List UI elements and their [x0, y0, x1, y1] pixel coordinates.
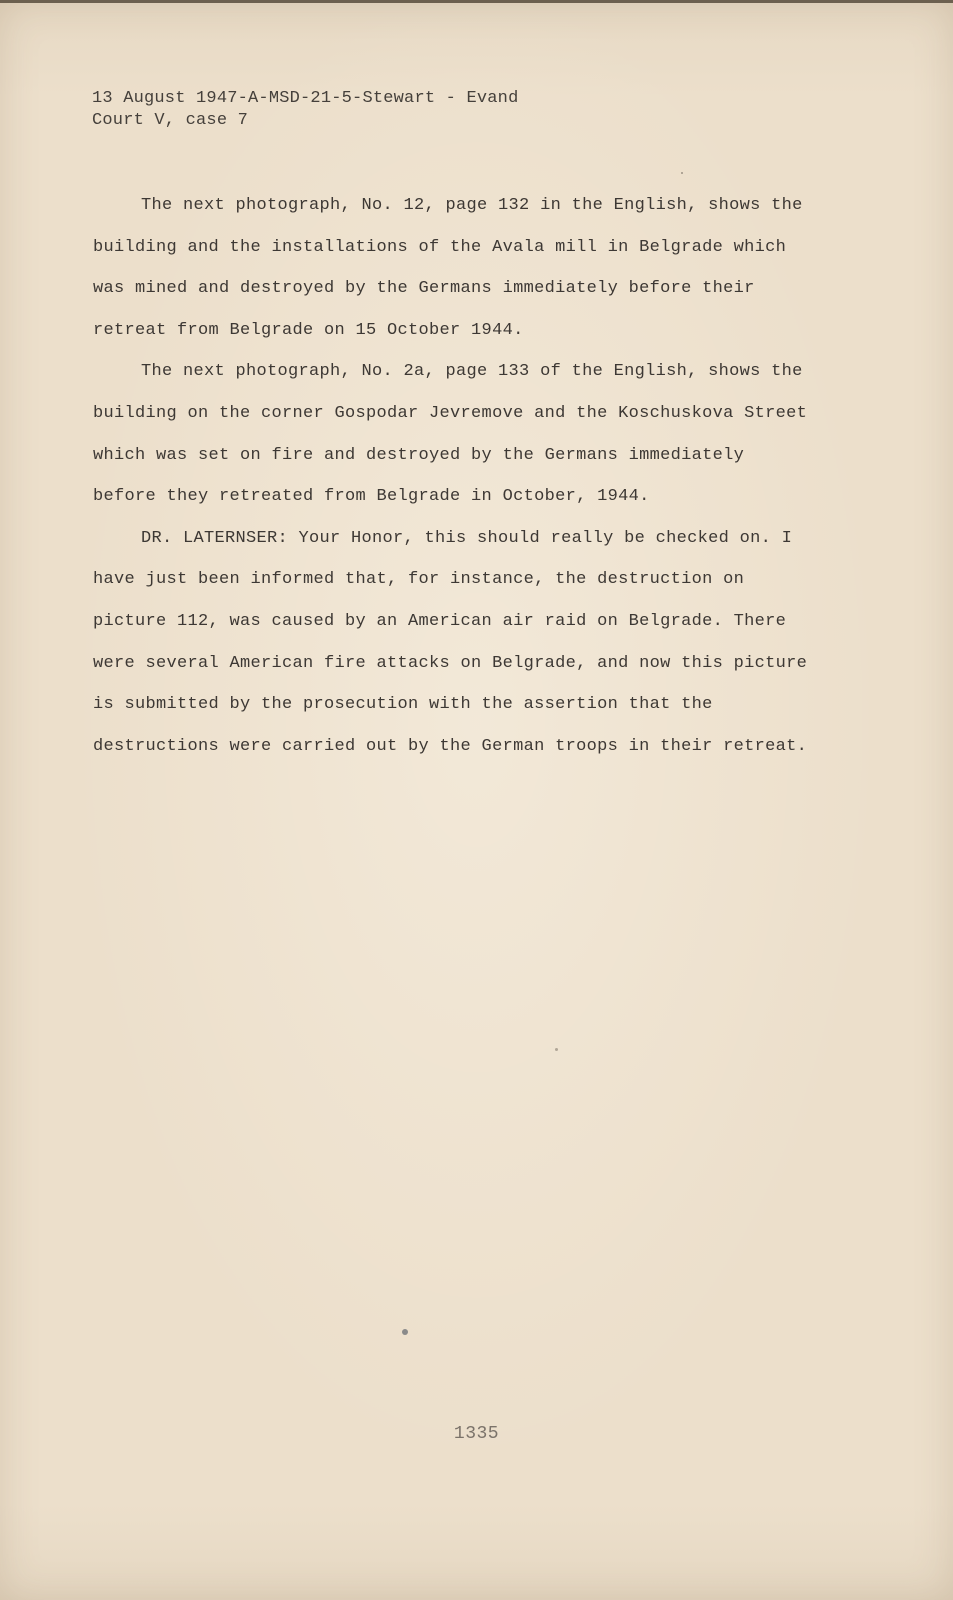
- document-body: [93, 185, 813, 767]
- paper-speck: [681, 172, 683, 174]
- paragraph-photograph-12: The next photograph, No. 12, page 132 in the English, shows the building and the installations of the Avala mill in Belgrade which was mined and destroyed by the Germans immediately before their retreat from Belgrade on 15 October 1944.: [93, 196, 803, 340]
- paper-speck: [402, 1329, 408, 1335]
- paper-speck: [555, 1048, 558, 1051]
- page-number: 1335: [453, 1424, 500, 1444]
- page-top-edge: [0, 0, 953, 3]
- paragraph-laternser-objection: DR. LATERNSER: Your Honor, this should really be checked on. I have just been informed that, for instance, the destruction on picture 112, was caused by an American air raid on Belgrade. There were several American fire attacks on Belgrade, and now this picture is submitted by the prosecution with the assertion that the destructions were carried out by the German troops in their retreat.: [93, 528, 808, 756]
- paragraph-photograph-2a: The next photograph, No. 2a, page 133 of the English, shows the building on the corner Gospodar Jevremove and the Koschuskova Street which was set on fire and destroyed by the Germans immediately before they retreated from Belgrade in October, 1944.: [93, 362, 808, 507]
- header-date-reference: 13 August 1947-A-MSD-21-5-Stewart - Evand: [92, 89, 519, 108]
- header-court-case: Court V, case 7: [92, 111, 249, 130]
- document-header: [92, 88, 518, 132]
